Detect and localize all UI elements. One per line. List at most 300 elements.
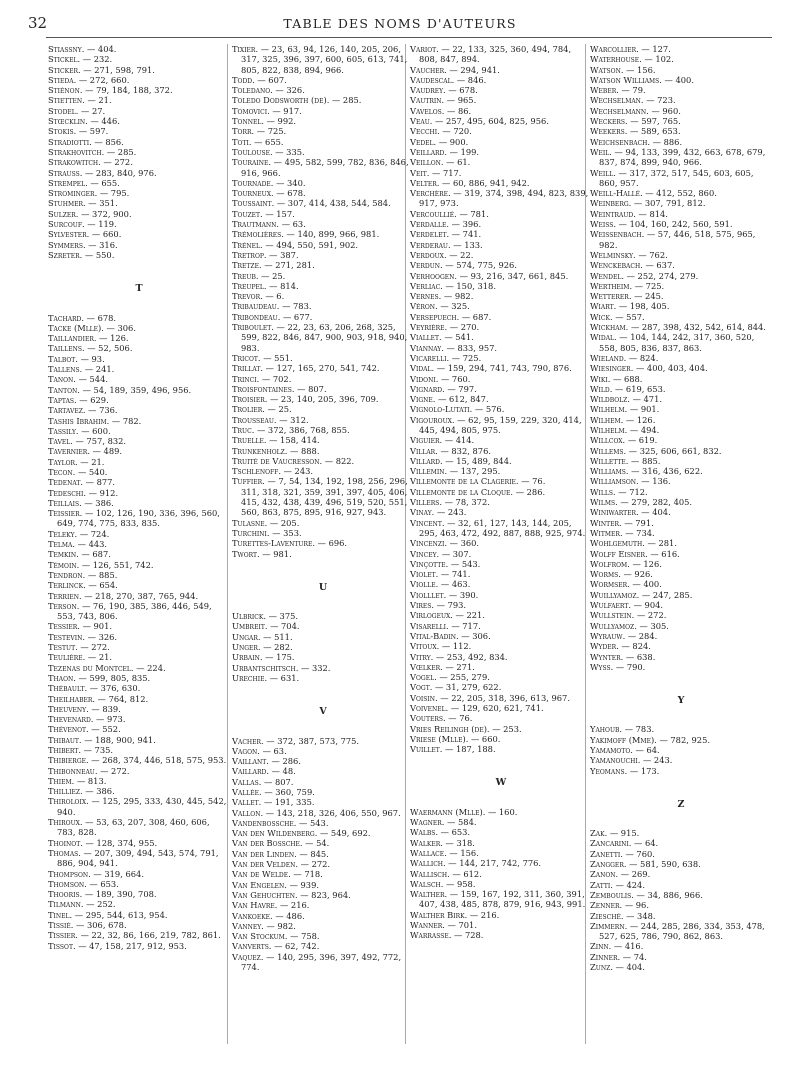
page-references: — 272. — [634, 610, 667, 621]
index-entry — [590, 610, 772, 620]
page-references: — 255, 279. — [436, 672, 490, 683]
index-entry — [410, 879, 592, 889]
author-name: Taylor. — [48, 456, 78, 467]
index-entry — [590, 487, 772, 497]
author-name: Tonnel. — [232, 116, 264, 127]
page-references: — 926. — [620, 569, 653, 580]
page-references: — 655. — [251, 136, 284, 147]
page-references: — 199. — [447, 146, 480, 157]
page-references: — 758. — [287, 931, 320, 942]
index-entry — [48, 869, 230, 879]
page-references: — 386. — [82, 786, 115, 797]
index-entry — [232, 178, 414, 188]
page-references: — 79. — [618, 85, 646, 96]
index-entry — [590, 95, 772, 105]
author-name: Vigouroux. — [410, 414, 455, 425]
author-name: Zemboulis. — [590, 889, 634, 900]
page-references: — 27. — [78, 105, 106, 116]
author-name: Warrasse. — [410, 930, 452, 941]
page-references: — 372, 900. — [78, 208, 132, 219]
author-name: Tulasne. — [232, 517, 268, 528]
page-references: — 372, 386, 768, 855. — [254, 424, 350, 435]
index-entry — [48, 621, 230, 631]
author-name: Wick. — [590, 311, 613, 322]
author-name: Ungar. — [232, 631, 261, 642]
index-entry — [232, 415, 414, 425]
index-entry — [410, 85, 592, 95]
page-references: — 718. — [290, 869, 323, 880]
index-entry — [48, 663, 230, 673]
author-name: Tartavez. — [48, 405, 86, 416]
index-entry — [232, 900, 414, 910]
page-references: — 760. — [622, 848, 655, 859]
page-references: — 782, 925. — [656, 734, 710, 745]
index-entry — [410, 219, 592, 229]
author-name: Vallée. — [232, 787, 262, 797]
section-letter: Z — [677, 798, 685, 810]
author-name: Zanetti. — [590, 848, 623, 859]
author-name: Wild. — [590, 383, 613, 394]
index-entry — [410, 497, 592, 507]
page-references: — 126. — [629, 558, 662, 569]
index-entry — [232, 838, 414, 848]
author-name: Zimmern. — [590, 920, 628, 931]
index-entry — [48, 209, 230, 219]
author-name: Van Engelen. — [232, 879, 287, 890]
page-references: — 22, 205, 318, 396, 613, 967. — [437, 692, 570, 703]
author-name: Tissier. — [48, 930, 78, 941]
index-entry — [48, 508, 230, 529]
page-references: — 281. — [644, 538, 677, 549]
page-references: — 414. — [442, 435, 475, 446]
author-name: Tallens. — [48, 364, 83, 375]
author-name: Wanner. — [410, 920, 445, 931]
page-references: — 574, 775, 926. — [442, 260, 517, 271]
index-entry — [590, 745, 772, 755]
index-entry — [48, 313, 230, 323]
index-entry — [232, 952, 414, 973]
index-entry — [232, 921, 414, 931]
index-entry — [48, 467, 230, 477]
author-name: Walbs. — [410, 827, 439, 838]
page-references: — 126, 551, 742. — [79, 559, 154, 570]
index-entry — [232, 673, 414, 683]
page-references: — 660. — [468, 733, 501, 744]
index-entry — [232, 756, 414, 766]
page-references: — 511. — [260, 631, 293, 642]
page-references: — 375. — [265, 611, 299, 622]
index-entry — [48, 323, 230, 333]
index-entry — [232, 652, 414, 662]
page-references: — 325, 606, 661, 832. — [626, 445, 722, 456]
index-entry — [410, 579, 592, 589]
index-entry — [410, 404, 592, 414]
page-references: — 335. — [272, 146, 305, 157]
author-name: Trinci. — [232, 373, 260, 384]
index-entry — [410, 229, 592, 239]
author-name: Voisin. — [410, 692, 438, 703]
page-references: — 822. — [322, 455, 355, 466]
index-entry — [232, 869, 414, 879]
index-entry — [410, 631, 592, 641]
author-name: Visarelli. — [410, 620, 449, 631]
index-entry — [48, 848, 230, 869]
index-entry — [590, 755, 772, 765]
index-entry — [590, 941, 772, 951]
index-entry — [48, 539, 230, 549]
page-references: — 992. — [263, 116, 297, 127]
author-name: Tribondeau. — [232, 311, 281, 322]
index-entry — [48, 591, 230, 601]
author-name: Wallisch. — [410, 868, 450, 879]
author-name: Vitry. — [410, 651, 434, 662]
page-references: — 307, 414, 438, 544, 584. — [274, 198, 391, 209]
index-entry — [590, 404, 772, 414]
index-entry — [48, 95, 230, 105]
author-name: Véron. — [410, 301, 438, 312]
page-references: — 654. — [85, 580, 118, 591]
author-name: Szreter. — [48, 249, 83, 260]
page-references: — 159, 167, 192, 311, 360, 391, 407, 438, 485, 878, 879, 916, 943, 991. — [419, 889, 586, 910]
author-name: Tschlenoff. — [232, 466, 281, 477]
author-name: Vogel. — [410, 672, 437, 683]
author-name: Virlogeux. — [410, 610, 453, 621]
author-name: Verliac. — [410, 280, 443, 291]
index-entry — [410, 374, 592, 384]
index-entry — [232, 528, 414, 538]
page-references: — 157. — [262, 208, 295, 219]
author-name: Sylvester. — [48, 229, 90, 240]
author-name: Van der Velden. — [232, 859, 298, 870]
index-entry — [232, 281, 414, 291]
author-name: Thomas. — [48, 847, 81, 858]
section-letter: U — [318, 581, 328, 593]
page-references: — 269. — [618, 869, 651, 880]
author-name: Tezenas du Montcel. — [48, 662, 134, 673]
index-entry — [232, 384, 414, 394]
index-entry — [590, 271, 772, 281]
page-references: — 463. — [438, 579, 471, 590]
index-entry — [48, 116, 230, 126]
page-references: — 316. — [85, 239, 118, 250]
author-name: Stodel. — [48, 105, 79, 116]
author-name: Vecchi. — [410, 126, 440, 137]
index-entry — [48, 652, 230, 662]
index-entry — [410, 538, 592, 548]
page-references: — 797. — [444, 383, 477, 394]
author-name: Wuillyamoz. — [590, 589, 640, 600]
index-entry — [590, 384, 772, 394]
index-entry — [410, 569, 592, 579]
page-references: — 687. — [78, 549, 111, 560]
index-entry — [232, 425, 414, 435]
index-entry — [48, 250, 230, 260]
author-name: Weber. — [590, 85, 619, 96]
author-name: Wiart. — [590, 301, 617, 312]
page-references: — 64. — [632, 745, 660, 755]
index-entry — [232, 538, 414, 548]
author-name: Vallet. — [232, 797, 262, 808]
page-references: — 824. — [618, 641, 651, 652]
author-name: Verdelet. — [410, 229, 450, 240]
page-references: — 917. — [269, 105, 302, 116]
index-entry — [410, 44, 592, 65]
index-entry — [590, 415, 772, 425]
author-name: Taillandier. — [48, 333, 97, 344]
page-references: — 218, 270, 387, 765, 944. — [81, 590, 199, 601]
author-name: Waterhouse. — [590, 54, 642, 65]
page-references: — 216. — [277, 900, 310, 911]
index-entry — [410, 106, 592, 116]
author-name: Vaudescal. — [410, 74, 455, 85]
author-name: Weill-Hallé. — [590, 188, 643, 199]
page-number: 32 — [28, 14, 48, 32]
author-name: Surcouf. — [48, 219, 85, 230]
author-name: Vincey. — [410, 548, 440, 559]
author-name: Tendron. — [48, 569, 86, 580]
author-name: Walther. — [410, 889, 448, 900]
index-entry — [590, 250, 772, 260]
author-name: Thibaut. — [48, 734, 82, 745]
author-name: Zinn. — [590, 941, 612, 952]
author-name: Twort. — [232, 548, 260, 559]
index-entry — [48, 776, 230, 786]
author-name: Villemonte de la Clagerie. — [410, 476, 519, 487]
author-name: Winiwarter. — [590, 507, 639, 518]
index-entry — [590, 735, 772, 745]
index-entry — [410, 590, 592, 600]
author-name: Walker. — [410, 837, 443, 848]
author-name: Yamanouchi. — [590, 755, 641, 766]
author-name: Wiesinger. — [590, 363, 634, 374]
author-name: Vœlker. — [410, 661, 443, 672]
index-entry — [590, 363, 772, 373]
index-entry — [48, 457, 230, 467]
index-entry — [590, 962, 772, 972]
page-references: — 247, 285. — [639, 589, 693, 600]
page-references: — 901. — [627, 404, 660, 415]
index-entry — [48, 44, 230, 54]
page-references: — 127, 165, 270, 541, 742. — [263, 363, 380, 374]
author-name: Walther Birk. — [410, 909, 468, 920]
author-name: Thiroloix. — [48, 796, 89, 807]
index-entry — [48, 385, 230, 395]
author-name: Weichsenbach. — [590, 136, 651, 147]
author-name: Weekers. — [590, 126, 628, 137]
author-name: Yeomans. — [590, 765, 628, 776]
page-references: — 325. — [437, 301, 470, 312]
page-references: — 129, 620, 621, 741. — [448, 703, 544, 713]
page-references: — 79, 184, 188, 372. — [82, 85, 173, 96]
author-name: Taillens. — [48, 343, 85, 354]
index-entry — [410, 116, 592, 126]
author-name: Veit. — [410, 167, 430, 178]
page-references: — 619. — [625, 435, 658, 446]
page-references: — 127. — [638, 44, 671, 54]
author-name: Treub. — [232, 270, 259, 281]
index-entry — [48, 817, 230, 838]
author-name: Vaillard. — [232, 766, 269, 777]
index-entry — [590, 528, 772, 538]
page-references: — 252, 274, 279. — [623, 270, 699, 281]
index-entry — [48, 198, 230, 208]
page-references: — 158, 414. — [266, 435, 320, 446]
page-references: — 637. — [642, 260, 675, 271]
author-name: Verdalle. — [410, 219, 450, 230]
index-entry — [590, 65, 772, 75]
index-entry — [410, 301, 592, 311]
index-entry — [232, 736, 414, 746]
page-references: — 824. — [626, 352, 659, 363]
page-references: — 424. — [612, 879, 645, 890]
page-references: — 295, 544, 613, 954. — [72, 909, 168, 920]
index-entry — [48, 735, 230, 745]
index-entry — [48, 395, 230, 405]
page-references: — 22. — [446, 249, 474, 260]
page-references: — 814. — [635, 208, 668, 219]
page-references: — 845. — [296, 848, 329, 859]
index-entry — [232, 322, 414, 353]
author-name: Williamson. — [590, 476, 639, 487]
index-entry — [410, 332, 592, 342]
author-name: Trolier. — [232, 404, 265, 415]
author-name: Tecon. — [48, 466, 76, 477]
index-entry — [410, 930, 592, 940]
author-name: Willette. — [590, 455, 629, 466]
page-references: — 53, 63, 207, 308, 460, 606, 783, 828. — [57, 817, 210, 838]
author-name: Violle. — [410, 579, 439, 590]
index-entry — [232, 818, 414, 828]
index-entry — [410, 827, 592, 837]
page-references: — 678. — [273, 188, 306, 199]
index-entry — [590, 260, 772, 270]
page-references: — 21. — [84, 95, 112, 106]
author-name: Watson Williams. — [590, 74, 662, 85]
author-name: Villar. — [410, 445, 438, 456]
page-references: — 32, 61, 127, 143, 144, 205, 295, 463, 472, 492, 887, 888, 925, 974. — [419, 517, 586, 538]
author-name: Villemin. — [410, 466, 448, 477]
index-entry — [590, 301, 772, 311]
page-references: — 319, 374, 398, 494, 823, 839, 917, 973. — [419, 188, 589, 209]
author-name: Tavernier. — [48, 446, 90, 457]
index-entry — [48, 219, 230, 229]
page-references: — 653. — [438, 827, 471, 838]
index-entry — [410, 65, 592, 75]
author-name: Wiki. — [590, 373, 611, 384]
index-entry — [410, 240, 592, 250]
author-name: Stietten. — [48, 95, 85, 106]
index-entry — [410, 487, 592, 497]
author-name: Strakowitch. — [48, 157, 101, 168]
page-references: — 912. — [86, 487, 119, 498]
page-references: — 973. — [93, 714, 126, 725]
index-entry — [410, 507, 592, 517]
author-name: Wills. — [590, 486, 616, 497]
page-references: — 982. — [263, 920, 296, 931]
page-references: — 589, 653. — [627, 126, 681, 137]
author-name: Yamamoto. — [590, 745, 633, 755]
page-references: — 216. — [467, 909, 500, 920]
index-entry — [232, 240, 414, 250]
index-entry — [410, 466, 592, 476]
index-entry — [410, 549, 592, 559]
index-entry — [590, 900, 772, 910]
author-name: Vedel. — [410, 136, 437, 147]
author-name: Stiénon. — [48, 85, 83, 96]
page-references: — 137, 295. — [447, 466, 501, 477]
page-references: — 23, 63, 94, 126, 140, 205, 206, 317, 325, 396, 397, 600, 605, 613, 741, 805, 822, 838, 894, 966. — [241, 44, 408, 75]
author-name: Vagon. — [232, 745, 260, 756]
index-entry — [410, 209, 592, 219]
index-entry — [232, 632, 414, 642]
author-name: Wullstein. — [590, 610, 635, 621]
index-entry — [48, 364, 230, 374]
index-entry — [590, 291, 772, 301]
page-references: — 581, 590, 638. — [626, 859, 701, 870]
index-entry — [232, 137, 414, 147]
page-references: — 734. — [622, 527, 655, 538]
index-entry — [232, 188, 414, 198]
author-name: Thilliez. — [48, 786, 83, 797]
page-references: — 619, 653. — [612, 383, 666, 394]
page-references: — 791. — [621, 517, 654, 528]
author-name: Violllet. — [410, 589, 447, 600]
index-entry — [590, 507, 772, 517]
page-references: — 316, 436, 622. — [628, 466, 703, 477]
index-entry — [590, 312, 772, 322]
author-name: Vires. — [410, 600, 435, 611]
page-references: — 404. — [84, 44, 117, 54]
author-name: Tretze. — [232, 260, 262, 271]
author-name: Vinçotte. — [410, 558, 449, 569]
index-entry — [232, 250, 414, 260]
page-references: — 150, 318. — [442, 280, 496, 291]
page-references: — 888. — [287, 445, 320, 456]
index-entry — [48, 137, 230, 147]
page-references: — 386. — [81, 497, 114, 508]
page-references: — 284. — [625, 630, 658, 641]
author-name: Wolfrom. — [590, 558, 630, 569]
page-references: — 173. — [627, 765, 660, 776]
index-entry — [232, 456, 414, 466]
index-entry — [48, 374, 230, 384]
author-name: Testevin. — [48, 631, 85, 642]
page-references: — 696. — [315, 538, 348, 549]
page-references: — 612. — [449, 868, 482, 879]
page-references: — 981. — [259, 548, 292, 559]
author-name: Winter. — [590, 517, 622, 528]
author-name: Wilhelm. — [590, 404, 628, 415]
page-references: — 54, 189, 359, 496, 956. — [79, 384, 192, 395]
index-entry — [48, 580, 230, 590]
page-references: — 486. — [272, 910, 305, 921]
index-entry — [410, 137, 592, 147]
page-references: — 551. — [260, 352, 293, 363]
page-references: — 741. — [438, 569, 471, 580]
index-entry — [590, 569, 772, 579]
index-entry — [410, 652, 592, 662]
index-entry — [410, 291, 592, 301]
page-references: — 340. — [273, 177, 306, 188]
page-references: — 76, 190, 385, 386, 446, 549, 553, 743, 806. — [57, 600, 212, 622]
page-references: — 839. — [88, 703, 121, 714]
page-references: — 285. — [329, 95, 362, 106]
page-references: — 271, 598, 791. — [80, 64, 155, 75]
page-references: — 47, 158, 217, 912, 953. — [75, 940, 187, 951]
author-name: Van de Welde. — [232, 869, 291, 880]
index-entry — [48, 570, 230, 580]
index-entry — [232, 312, 414, 322]
